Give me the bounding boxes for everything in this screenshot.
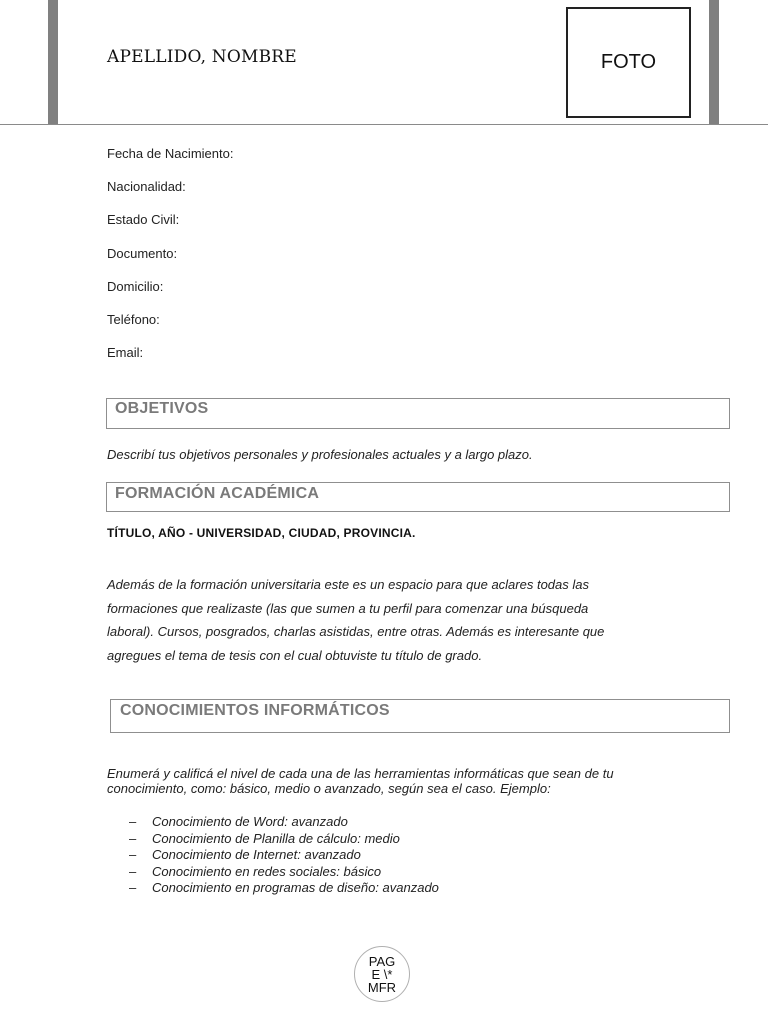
list-item-text: Conocimiento de Internet: avanzado	[152, 847, 361, 862]
field-marital-status: Estado Civil:	[107, 212, 180, 227]
field-nationality: Nacionalidad:	[107, 179, 186, 194]
list-item	[129, 864, 439, 881]
field-birth-date: Fecha de Nacimiento:	[107, 146, 234, 161]
list-item-text: Conocimiento de Planilla de cálculo: medio	[152, 830, 400, 846]
objectives-text: Describí tus objetivos personales y profesionales actuales y a largo plazo.	[107, 447, 533, 462]
page-mark-line: MFR	[367, 979, 397, 995]
page-mark-line: PAG	[368, 953, 396, 969]
field-document: Documento:	[107, 246, 178, 261]
header-left-bar	[48, 0, 58, 125]
list-item	[129, 880, 439, 897]
header-right-bar	[709, 0, 719, 125]
computer-skills-intro: Enumerá y calificá el nivel de cada una de las herramientas informáticas que sean de tu conocimiento, como: básico, medio o avanzado, según sea el caso. Ejemplo:	[107, 766, 614, 796]
list-item-text: Conocimiento en redes sociales: básico	[152, 863, 382, 879]
education-paragraph-line: Además de la formación universitaria este es un espacio para que aclares todas las	[107, 577, 589, 592]
page-number-field	[354, 946, 410, 1002]
bullet-dash: –	[129, 830, 137, 846]
education-paragraph-line: laboral). Cursos, posgrados, charlas asistidas, entre otras. Además es interesante que	[107, 624, 605, 639]
header-divider	[0, 124, 768, 125]
photo-box	[566, 7, 691, 118]
field-email: Email:	[107, 345, 144, 360]
list-item	[129, 847, 439, 864]
field-address: Domicilio:	[107, 279, 164, 294]
computer-skills-title: CONOCIMIENTOS INFORMÁTICOS	[120, 702, 390, 719]
bullet-dash: –	[129, 847, 137, 862]
bullet-dash: –	[129, 880, 137, 895]
photo-label: FOTO	[600, 51, 657, 73]
education-paragraph-line: agregues el tema de tesis con el cual obtuviste tu título de grado.	[107, 647, 483, 663]
bullet-dash: –	[129, 863, 137, 879]
bullet-dash: –	[129, 814, 137, 829]
computer-skills-list	[129, 814, 439, 897]
list-item-text: Conocimiento en programas de diseño: avanzado	[152, 880, 439, 895]
list-item-text: Conocimiento de Word: avanzado	[152, 814, 348, 829]
education-title: FORMACIÓN ACADÉMICA	[115, 485, 320, 502]
list-item	[129, 814, 439, 831]
education-paragraph-line: formaciones que realizaste (las que sumen a tu perfil para comenzar una búsqueda	[107, 600, 589, 616]
education-paragraph	[107, 573, 604, 667]
education-degree-line: TÍTULO, AÑO - UNIVERSIDAD, CIUDAD, PROVINCIA.	[107, 526, 416, 540]
field-phone: Teléfono:	[107, 312, 160, 327]
list-item	[129, 831, 439, 848]
name-placeholder: APELLIDO, NOMBRE	[107, 47, 297, 67]
objectives-title: OBJETIVOS	[115, 400, 209, 417]
page-mark-line: E \*	[371, 966, 393, 982]
